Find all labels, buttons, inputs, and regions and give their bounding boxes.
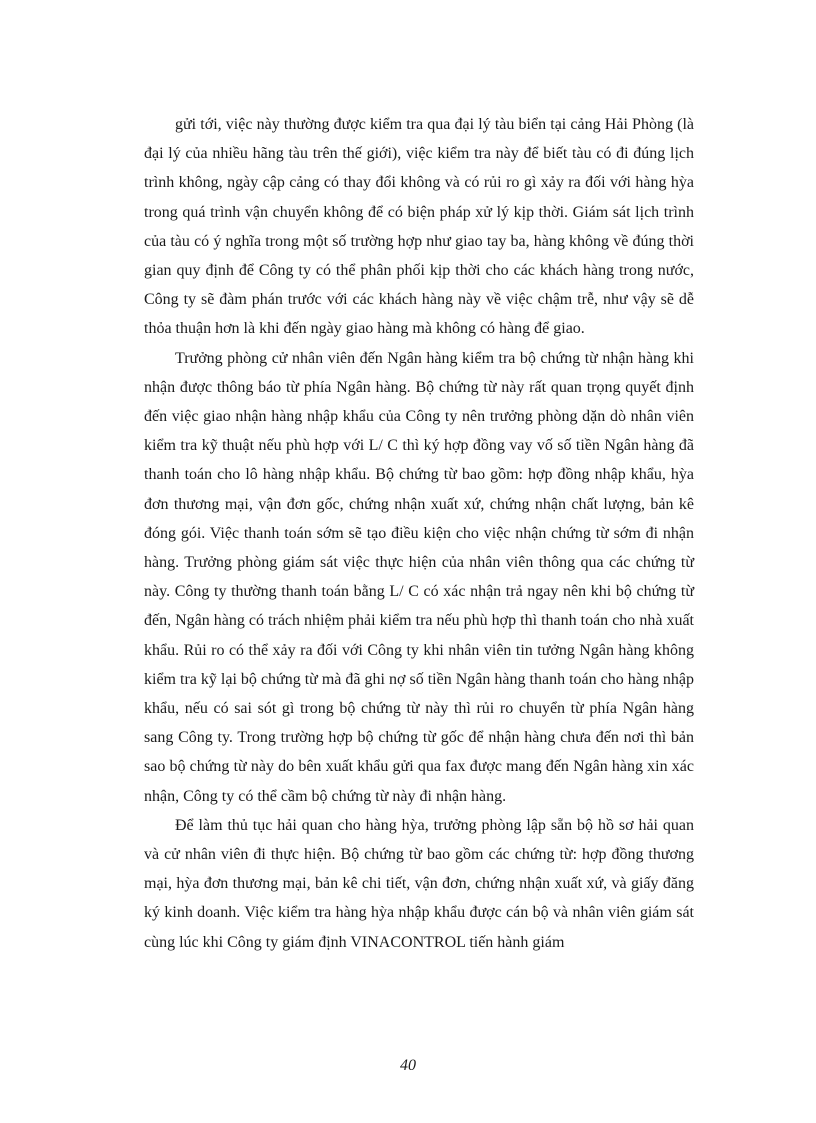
page-number: 40 (400, 1057, 416, 1074)
page-body (144, 110, 694, 957)
paragraph-2: Trưởng phòng cử nhân viên đến Ngân hàng kiểm tra bộ chứng từ nhận hàng khi nhận được thông báo từ phía Ngân hàng. Bộ chứng từ này rất quan trọng quyết định đến việc giao nhận hàng nhập khẩu của Công ty nên trưởng phòng dặn dò nhân viên kiểm tra kỹ thuật nếu phù hợp với L/ C thì ký hợp đồng vay vố số tiền Ngân hàng đã thanh toán cho lô hàng nhập khẩu. Bộ chứng từ bao gồm: hợp đồng nhập khẩu, hỳa đơn thương mại, vận đơn gốc, chứng nhận xuất xứ, chứng nhận chất lượng, bản kê đóng gói. Việc thanh toán sớm sẽ tạo điều kiện cho việc nhận chứng từ sớm đi nhận hàng. Trưởng phòng giám sát việc thực hiện của nhân viên thông qua các chứng từ này. Công ty thường thanh toán bằng L/ C có xác nhận trả ngay nên khi bộ chứng từ đến, Ngân hàng có trách nhiệm phải kiểm tra nếu phù hợp thì thanh toán cho nhà xuất khẩu. Rủi ro có thể xảy ra đối với Công ty khi nhân viên tin tưởng Ngân hàng không kiểm tra kỹ lại bộ chứng từ mà đã ghi nợ số tiền Ngân hàng thanh toán cho hàng nhập khẩu, nếu có sai sót gì trong bộ chứng từ này thì rủi ro chuyển từ phía Ngân hàng sang Công ty. Trong trường hợp bộ chứng từ gốc để nhận hàng chưa đến nơi thì bản sao bộ chứng từ này do bên xuất khẩu gửi qua fax được mang đến Ngân hàng xin xác nhận, Công ty có thể cầm bộ chứng từ này đi nhận hàng. (144, 349, 694, 805)
paragraph-1: gửi tới, việc này thường được kiểm tra qua đại lý tàu biển tại cảng Hải Phòng (là đại lý của nhiều hãng tàu trên thế giới), việc kiểm tra này để biết tàu có đi đúng lịch trình không, ngày cập cảng có thay đổi không và có rủi ro gì xảy ra đối với hàng hỳa trong quá trình vận chuyển không để có biện pháp xử lý kịp thời. Giám sát lịch trình của tàu có ý nghĩa trong một số trường hợp như giao tay ba, hàng không về đúng thời gian quy định để Công ty có thể phân phối kịp thời cho các khách hàng trong nước, Công ty sẽ đàm phán trước với các khách hàng này về việc chậm trễ, như vậy sẽ dễ thỏa thuận hơn là khi đến ngày giao hàng mà không có hàng để giao. (144, 116, 694, 338)
paragraph-3: Để làm thủ tục hải quan cho hàng hỳa, trưởng phòng lập sẵn bộ hồ sơ hải quan và cử nhân viên đi thực hiện. Bộ chứng từ bao gồm các chứng từ: hợp đồng thương mại, hỳa đơn thương mại, bản kê chi tiết, vận đơn, chứng nhận xuất xứ, và giấy đăng ký kinh doanh. Việc kiểm tra hàng hỳa nhập khẩu được cán bộ và nhân viên giám sát cùng lúc khi Công ty giám định VINACONTROL tiến hành giám (144, 816, 694, 951)
